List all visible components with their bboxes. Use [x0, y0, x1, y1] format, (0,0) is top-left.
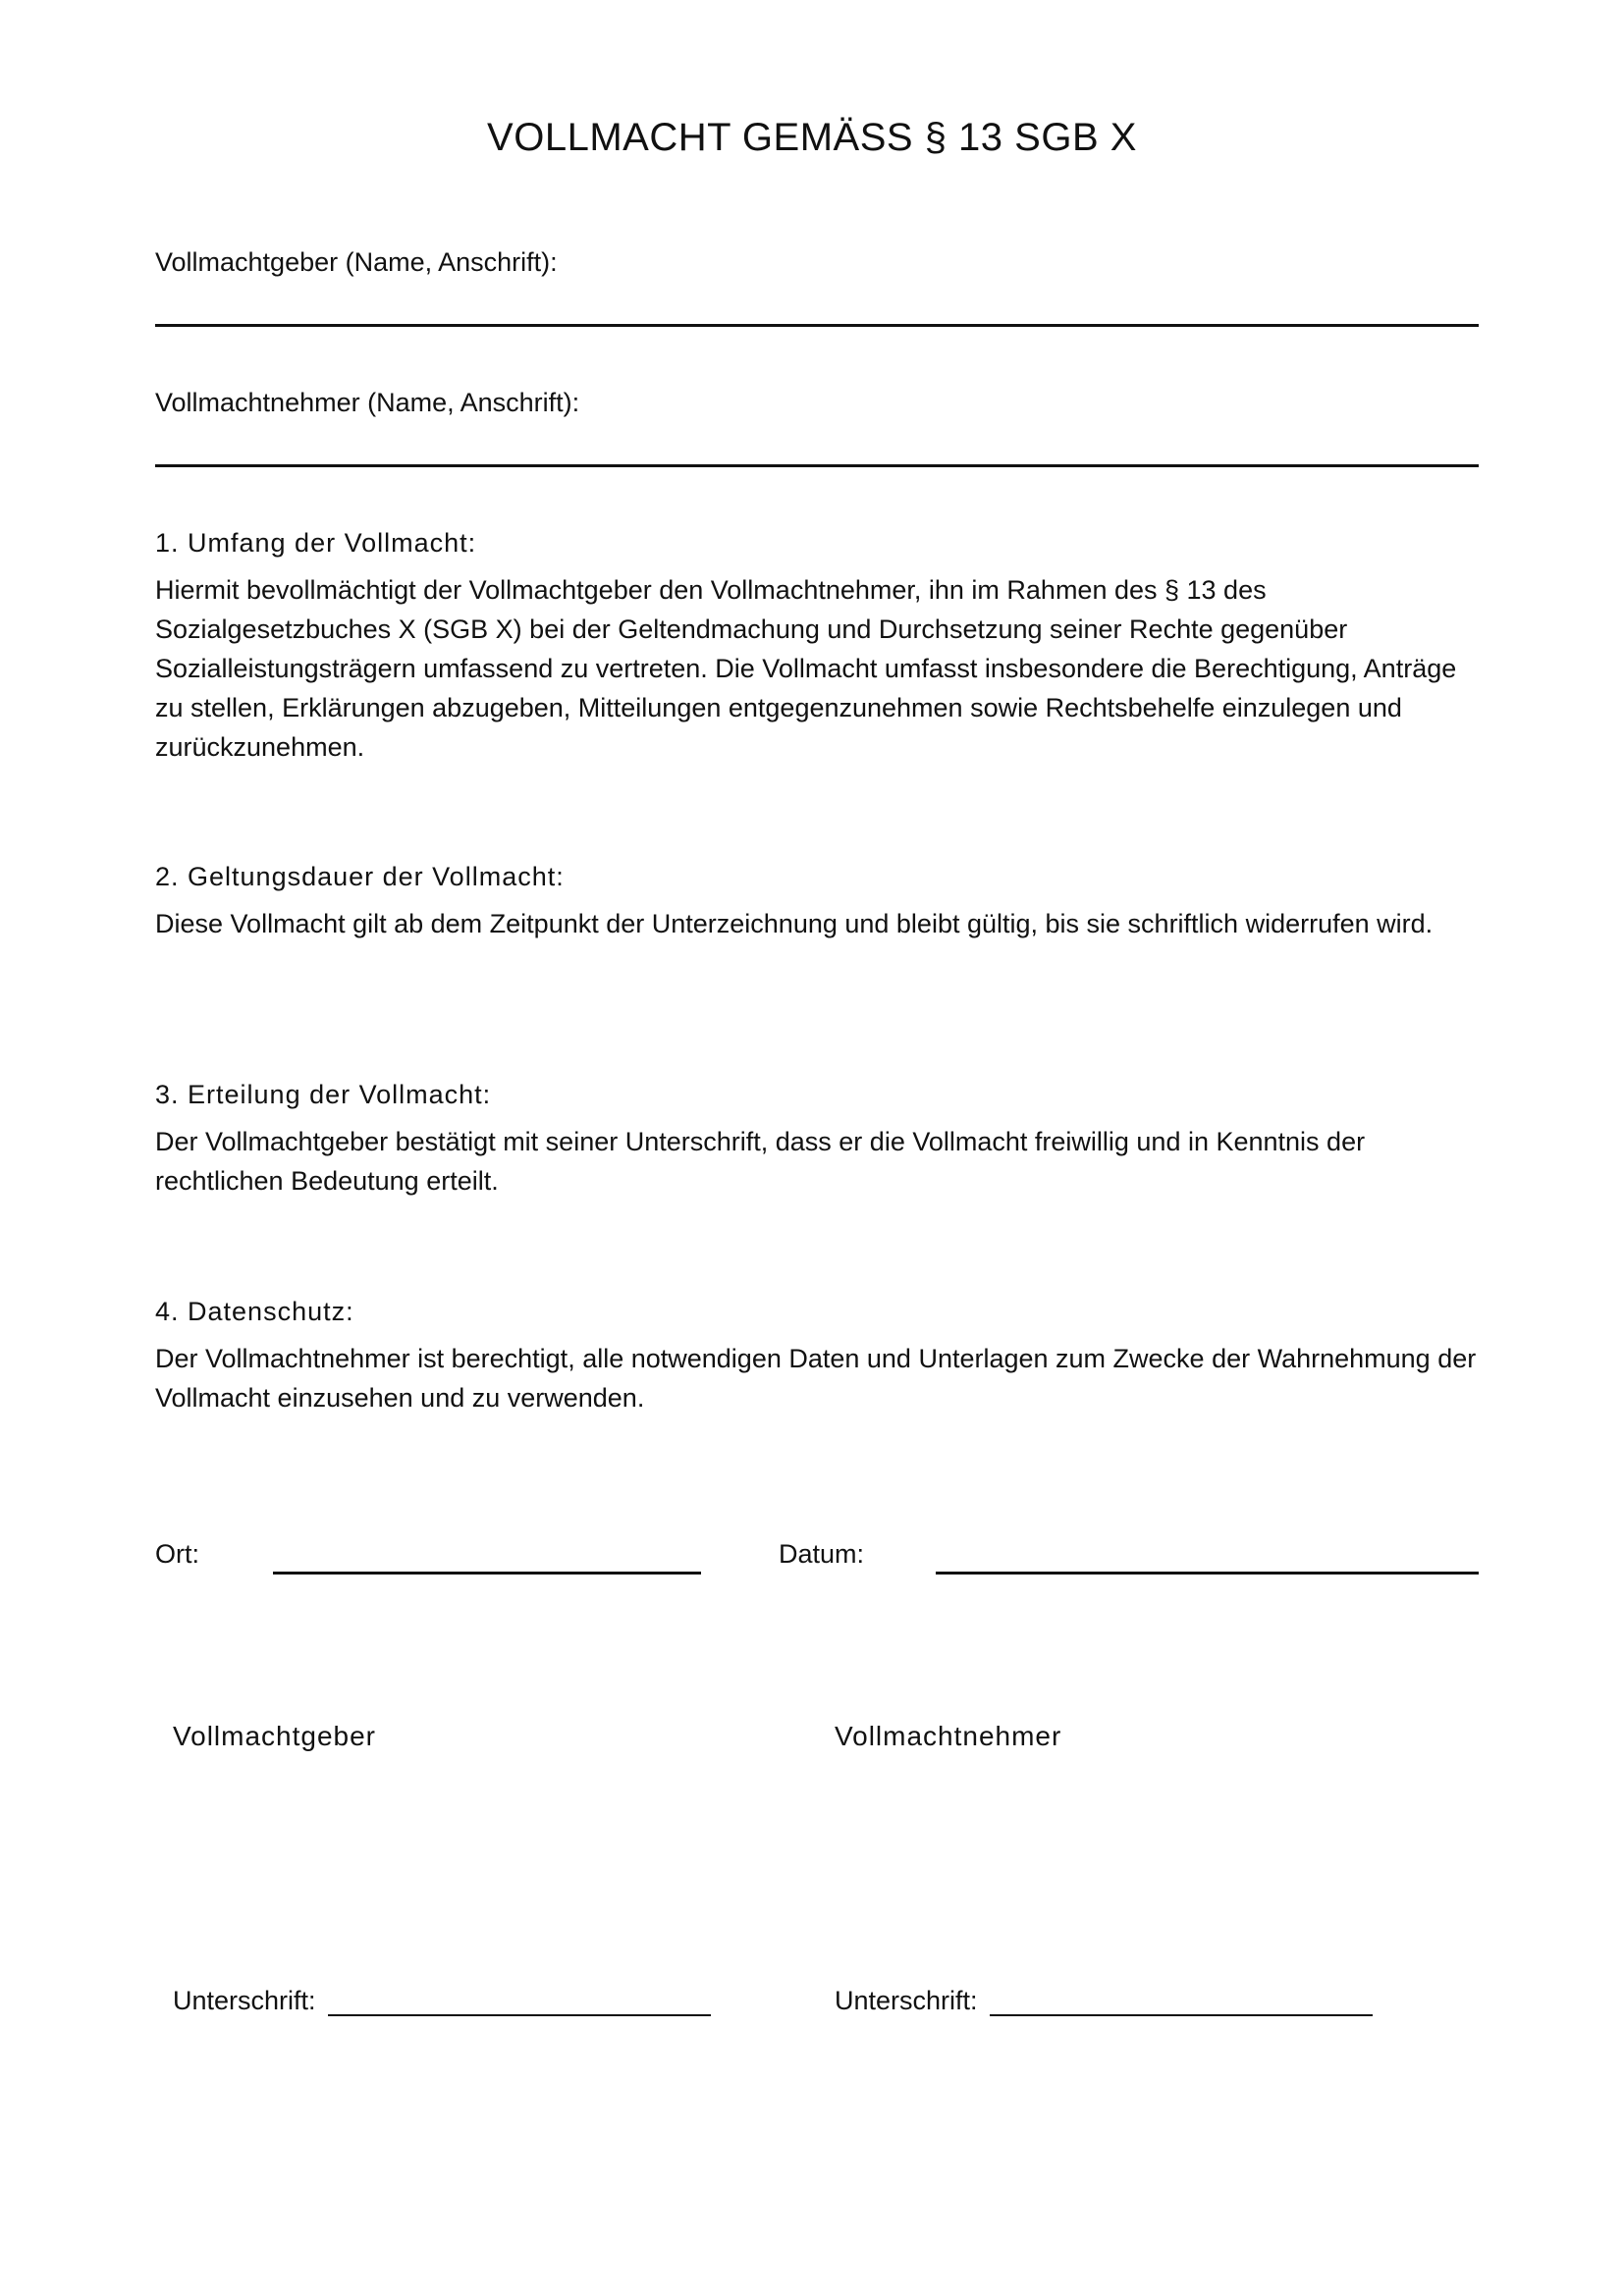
section-body: Hiermit bevollmächtigt der Vollmachtgeber den Vollmachtnehmer, ihn im Rahmen des § 13 des Sozialgesetzbuches X (SGB X) bei der Geltendmachung und Durchsetzung seiner Rechte gegenüber Sozialleistungsträgern umfassend zu vertreten. Die Vollmacht umfasst insbesondere die Berechtigung, Anträge zu stellen, Erklärungen abzugeben, Mitteilungen entgegenzunehmen sowie Rechtsbehelfe einzulegen und zurückzunehmen. — [155, 575, 1457, 762]
section-data-protection — [155, 1297, 1481, 1417]
grantor-signature-line[interactable] — [328, 2014, 711, 2016]
document-title: VOLLMACHT GEMÄSS § 13 SGB X — [487, 116, 1137, 159]
place-label: Ort: — [155, 1539, 199, 1569]
section-heading: 3. Erteilung der Vollmacht: — [155, 1080, 492, 1109]
attorney-signature-line[interactable] — [990, 2014, 1373, 2016]
section-validity — [155, 862, 1481, 943]
section-heading: 4. Datenschutz: — [155, 1297, 354, 1326]
attorney-signature-label: Unterschrift: — [835, 1986, 978, 2015]
attorney-input-line[interactable] — [155, 464, 1479, 467]
section-body: Diese Vollmacht gilt ab dem Zeitpunkt der Unterzeichnung und bleibt gültig, bis sie schriftlich widerrufen wird. — [155, 909, 1434, 938]
section-body: Der Vollmachtnehmer ist berechtigt, alle notwendigen Daten und Unterlagen zum Zwecke der Wahrnehmung der Vollmacht einzusehen und zu verwenden. — [155, 1344, 1477, 1413]
grantor-input-line[interactable] — [155, 324, 1479, 327]
attorney-label: Vollmachtnehmer (Name, Anschrift): — [155, 388, 580, 417]
attorney-signature-heading: Vollmachtnehmer — [835, 1721, 1062, 1751]
place-input-line[interactable] — [273, 1572, 701, 1575]
grantor-label: Vollmachtgeber (Name, Anschrift): — [155, 247, 558, 277]
date-input-line[interactable] — [936, 1572, 1479, 1575]
date-label: Datum: — [779, 1539, 865, 1569]
grantor-signature-heading: Vollmachtgeber — [173, 1721, 377, 1751]
grantor-signature-label: Unterschrift: — [173, 1986, 316, 2015]
section-body: Der Vollmachtgeber bestätigt mit seiner Unterschrift, dass er die Vollmacht freiwillig und in Kenntnis der rechtlichen Bedeutung erteilt. — [155, 1127, 1366, 1196]
section-granting — [155, 1080, 1481, 1201]
section-heading: 1. Umfang der Vollmacht: — [155, 528, 477, 558]
section-heading: 2. Geltungsdauer der Vollmacht: — [155, 862, 565, 891]
section-scope — [155, 528, 1481, 767]
